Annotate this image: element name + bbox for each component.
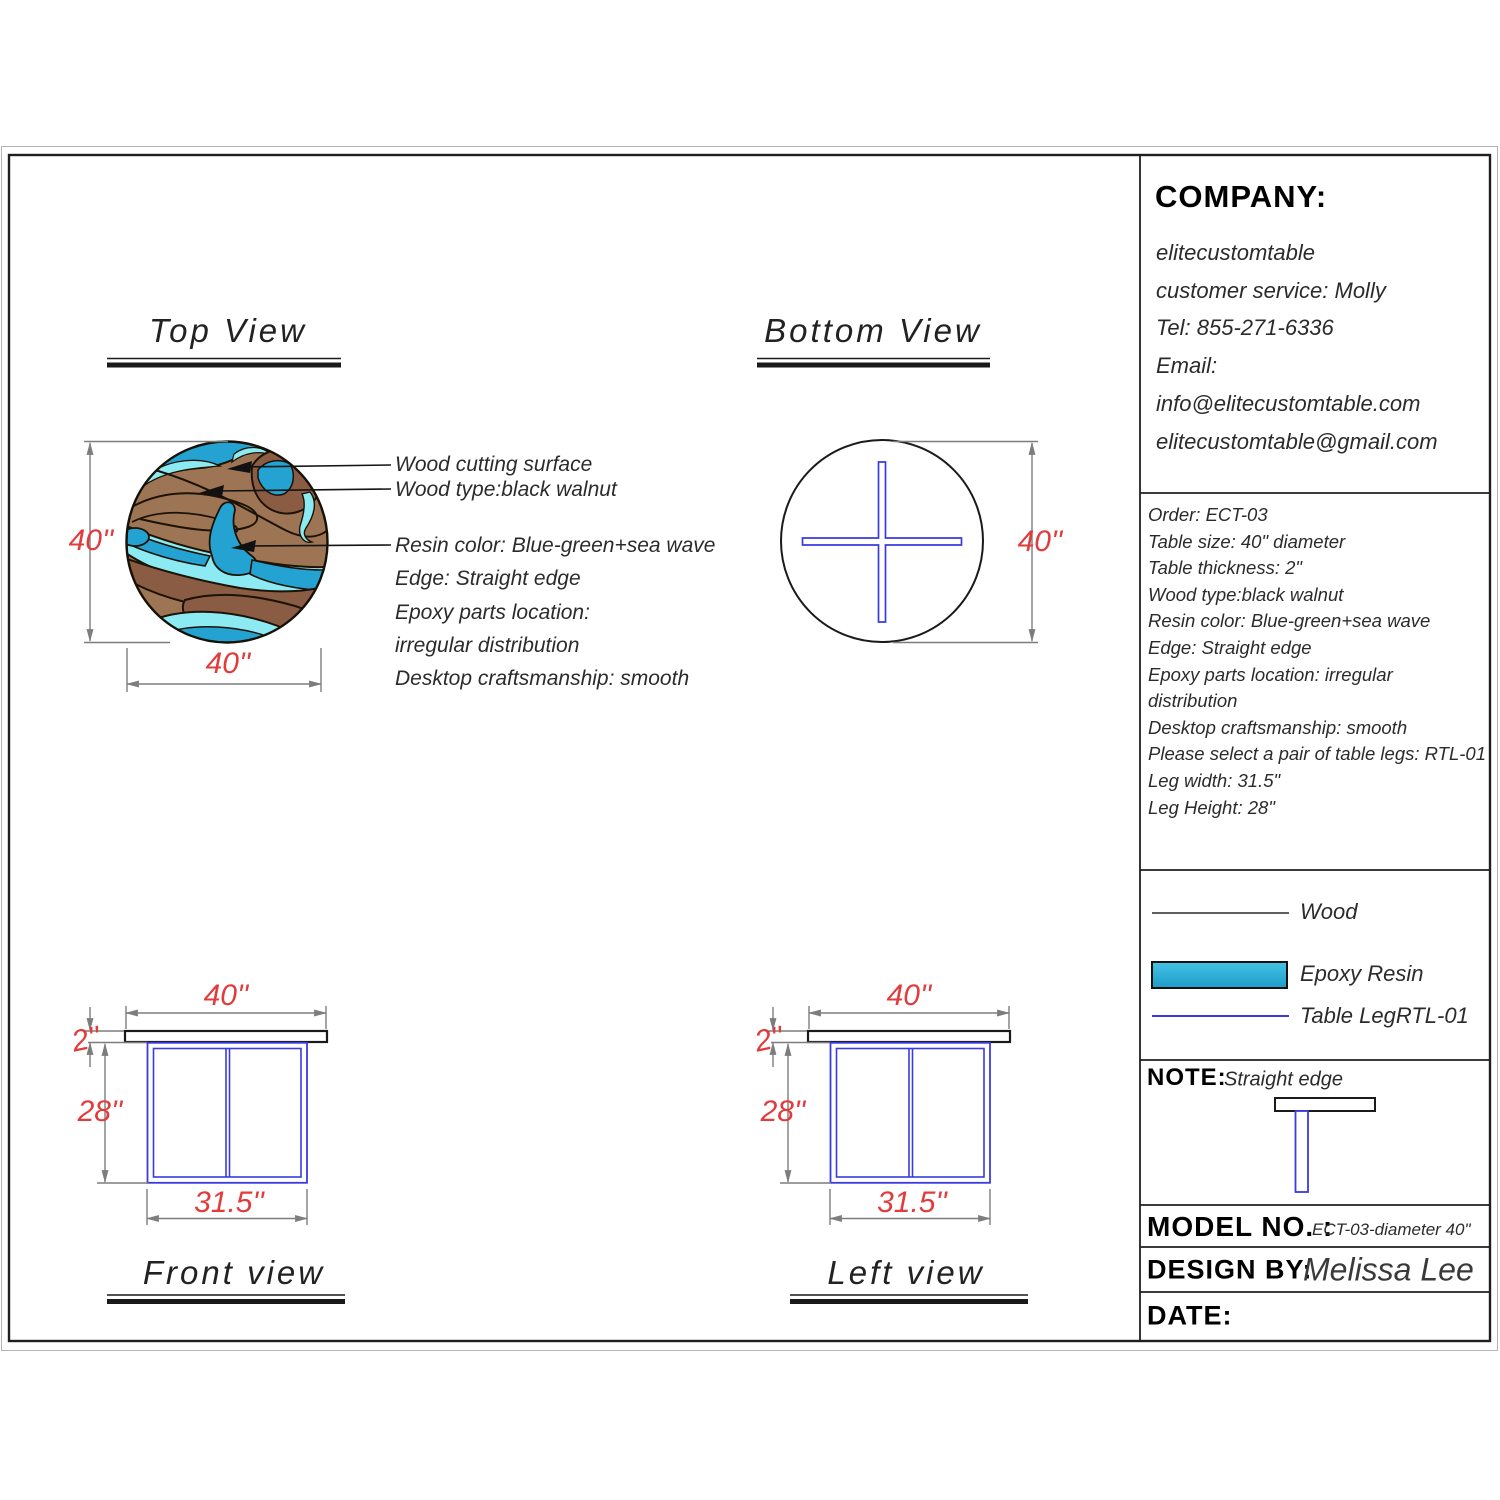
top-view-horizontal-dim: 40'' bbox=[205, 647, 251, 680]
company-email-2: elitecustomtable@gmail.com bbox=[1156, 429, 1438, 454]
company-tel: Tel: 855-271-6336 bbox=[1156, 315, 1334, 340]
left-view-thickness-dim: 2'' bbox=[751, 1020, 787, 1059]
legend-swatches bbox=[1152, 913, 1289, 1016]
legend-table-leg-label: Table LegRTL-01 bbox=[1300, 1003, 1469, 1028]
legend-epoxy-label: Epoxy Resin bbox=[1300, 961, 1424, 986]
order-line: Leg width: 31.5" bbox=[1148, 770, 1281, 791]
company-service: customer service: Molly bbox=[1156, 278, 1386, 303]
top-view-vertical-dim: 40'' bbox=[68, 524, 114, 557]
order-line: Please select a pair of table legs: RTL-01 bbox=[1148, 743, 1486, 764]
legend-wood-label: Wood bbox=[1300, 899, 1358, 924]
epoxy-resin-swatch bbox=[1152, 962, 1287, 988]
design-by-label: DESIGN BY: bbox=[1147, 1254, 1313, 1285]
note-value: Straight edge bbox=[1224, 1068, 1343, 1091]
order-line: Desktop craftsmanship: smooth bbox=[1148, 717, 1408, 738]
front-view-width-dim: 31.5'' bbox=[194, 1186, 264, 1219]
front-view-height-dim: 28'' bbox=[77, 1095, 123, 1128]
order-line: distribution bbox=[1148, 690, 1238, 711]
note-edge-diagram bbox=[1275, 1098, 1375, 1192]
bottom-view-drawing bbox=[757, 359, 1038, 643]
order-line: Table thickness: 2" bbox=[1148, 557, 1302, 578]
date-label: DATE: bbox=[1147, 1300, 1233, 1331]
note-label: NOTE: bbox=[1147, 1064, 1227, 1091]
model-no-label: MODEL NO. : bbox=[1147, 1211, 1334, 1242]
top-view-title: Top View bbox=[149, 312, 307, 349]
front-view-title: Front view bbox=[142, 1254, 326, 1291]
callout-resin-color: Resin color: Blue-green+sea wave bbox=[395, 534, 716, 557]
callout-wood-cutting: Wood cutting surface bbox=[395, 453, 593, 476]
model-no-value: ECT-03-diameter 40" bbox=[1312, 1220, 1471, 1239]
tabletop-resin-pattern bbox=[108, 408, 338, 652]
top-view-drawing bbox=[84, 359, 391, 693]
order-line: Leg Height: 28" bbox=[1148, 797, 1275, 818]
callout-wood-type: Wood type:black walnut bbox=[395, 478, 617, 501]
callout-epoxy-location-2: irregular distribution bbox=[395, 634, 580, 657]
bottom-view-dim: 40'' bbox=[1017, 525, 1063, 558]
callout-edge: Edge: Straight edge bbox=[395, 567, 581, 590]
front-view-top-dim: 40'' bbox=[203, 979, 249, 1012]
callout-epoxy-location-1: Epoxy parts location: bbox=[395, 601, 590, 624]
left-view-title: Left view bbox=[827, 1254, 985, 1291]
order-line: Table size: 40" diameter bbox=[1148, 531, 1346, 552]
callout-craftsmanship: Desktop craftsmanship: smooth bbox=[395, 667, 690, 690]
company-email-label: Email: bbox=[1156, 353, 1218, 378]
company-name: elitecustomtable bbox=[1156, 240, 1315, 265]
bottom-view-title: Bottom View bbox=[764, 312, 982, 349]
left-view-width-dim: 31.5'' bbox=[877, 1186, 947, 1219]
front-view-thickness-dim: 2'' bbox=[68, 1020, 104, 1059]
order-line: Edge: Straight edge bbox=[1148, 637, 1312, 658]
order-line: Order: ECT-03 bbox=[1148, 504, 1268, 525]
company-label: COMPANY: bbox=[1155, 179, 1328, 214]
order-line: Epoxy parts location: irregular bbox=[1148, 664, 1393, 685]
left-view-top-dim: 40'' bbox=[886, 979, 932, 1012]
company-email-1: info@elitecustomtable.com bbox=[1156, 391, 1421, 416]
order-line: Resin color: Blue-green+sea wave bbox=[1148, 610, 1431, 631]
order-line: Wood type:black walnut bbox=[1148, 584, 1344, 605]
left-view-height-dim: 28'' bbox=[760, 1095, 806, 1128]
design-by-value: Melissa Lee bbox=[1303, 1251, 1474, 1288]
